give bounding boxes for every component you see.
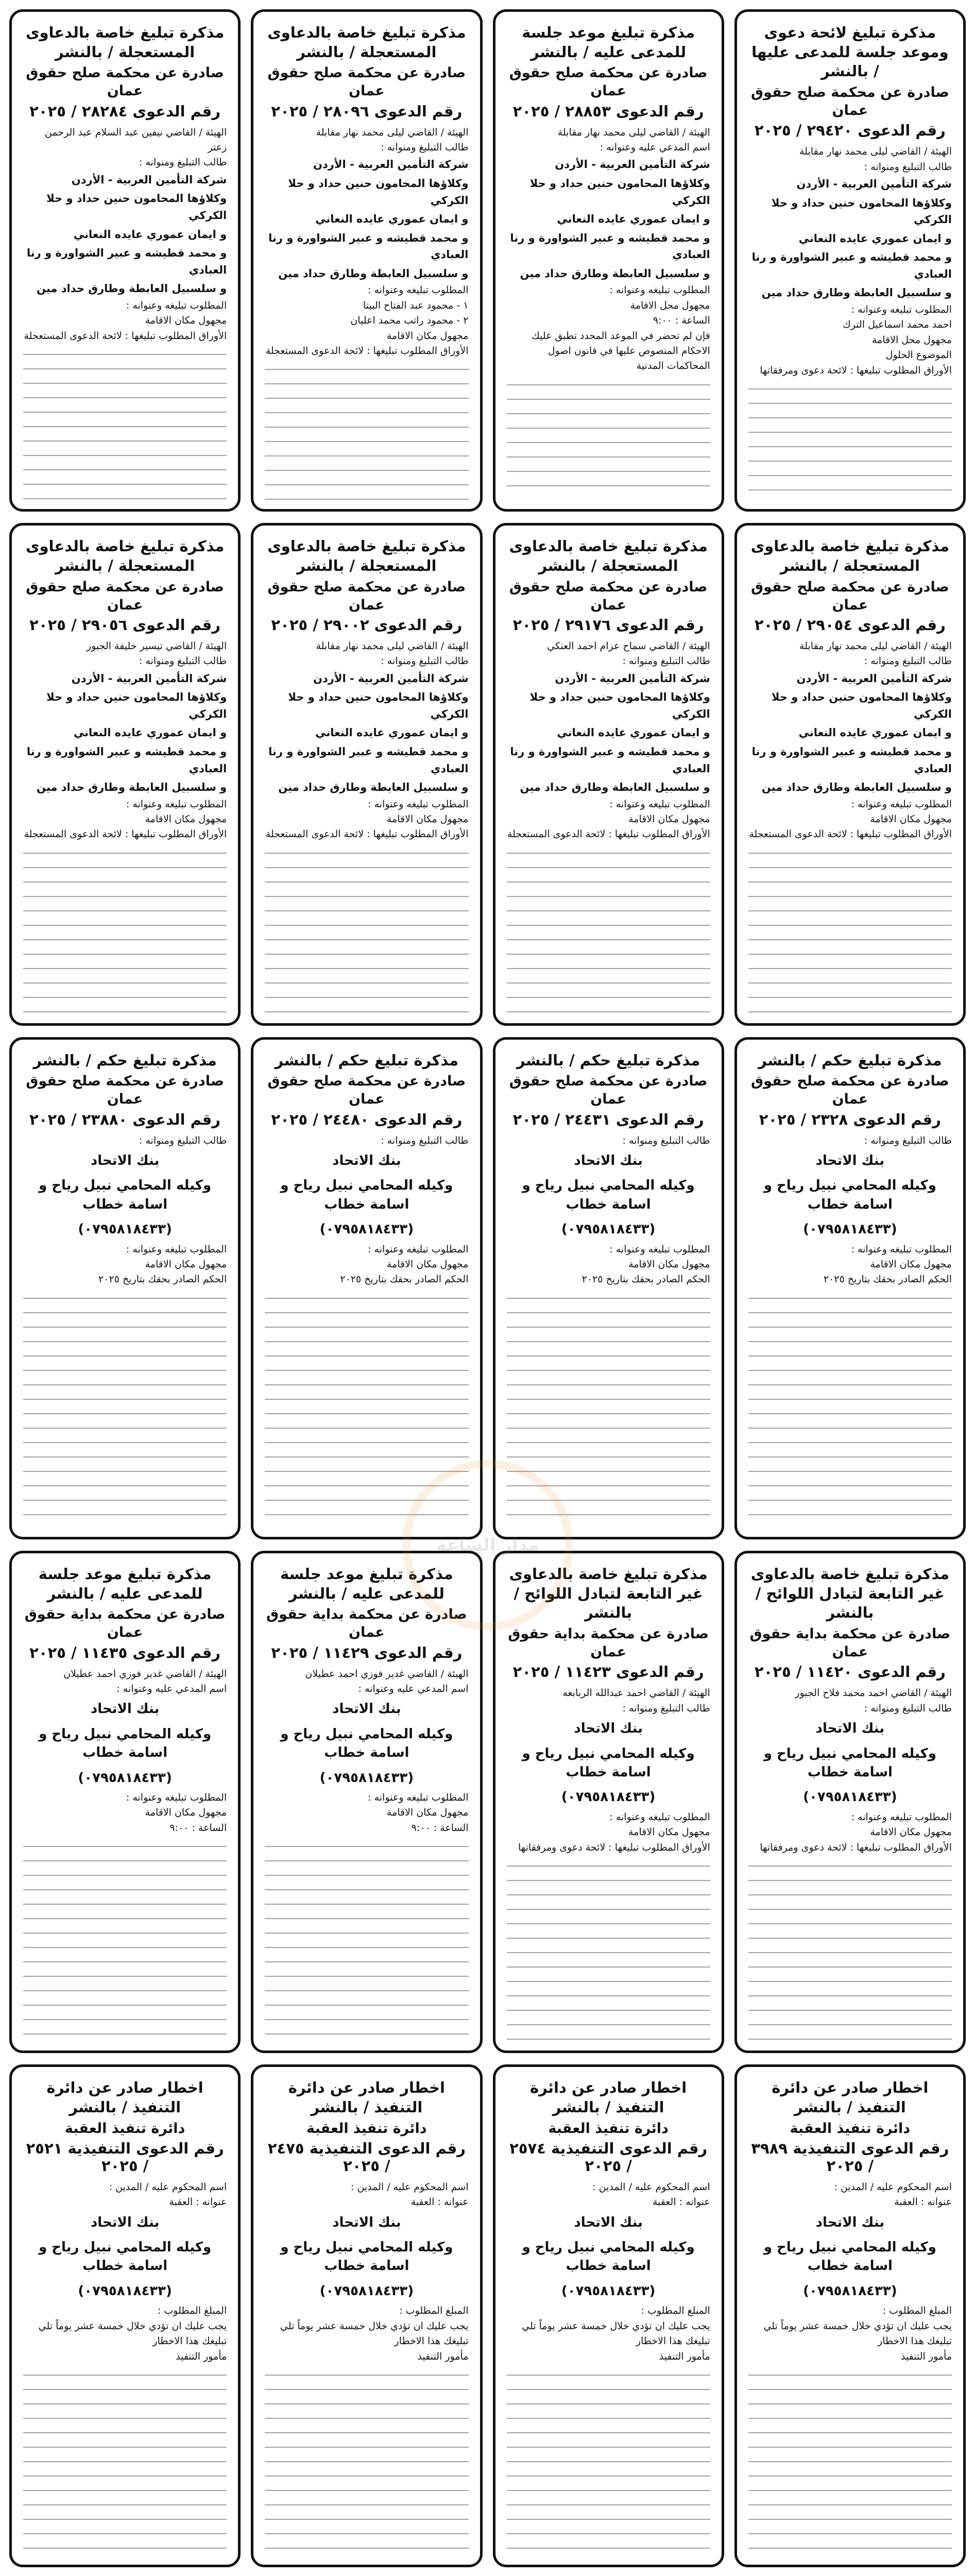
notice-party: وكيله المحامي نبيل رياح و اسامة خطاب bbox=[522, 1178, 695, 1212]
notice-party: بنك الاتحاد bbox=[815, 1721, 885, 1737]
notice-card bbox=[734, 523, 966, 1025]
notice-party: و ايمان عموري عايده النعاني bbox=[315, 213, 469, 226]
notice-line: طالب التبليغ ومنوانه : bbox=[622, 1702, 710, 1714]
notice-party: شركة التأمين العربية - الأردن bbox=[313, 158, 469, 171]
notice-case-number: رقم الدعوى ٢٩٠٥٦ / ٢٠٢٥ bbox=[29, 616, 221, 634]
notice-party: و سلسبيل العابطة وطارق حداد مين bbox=[36, 781, 227, 794]
notice-card bbox=[734, 9, 966, 512]
notice-party: و محمد قطيشه و عبير الشواورة و رنا العبادي bbox=[510, 745, 710, 775]
notice-party: بنك الاتحاد bbox=[574, 1721, 643, 1737]
notice-court: دائرة تنفيذ العقبة bbox=[790, 2120, 911, 2137]
notice-detail: مأمور التنفيذ bbox=[659, 2350, 710, 2362]
notice-case-number: رقم الدعوى ٢٨٨٥٣ / ٢٠٢٥ bbox=[512, 102, 704, 120]
notice-line: طالب التبليغ ومنوانه : bbox=[622, 1134, 710, 1146]
notice-party: شركة التأمين العربية - الأردن bbox=[71, 672, 227, 685]
notice-case-number: رقم الدعوى ٢٩١٧٦ / ٢٠٢٥ bbox=[512, 616, 704, 634]
notice-title: اخطار صادر عن دائرة التنفيذ / بالنشر bbox=[288, 2079, 445, 2116]
notice-detail: مجهول مكان الاقامة bbox=[628, 1258, 710, 1270]
notice-party: وكيله المحامي نبيل رياح و اسامة خطاب bbox=[522, 2240, 695, 2274]
notice-court: صادرة عن محكمة صلح حقوق عمان bbox=[267, 65, 466, 99]
notice-detail: الأوراق المطلوب تبليغها : لائحة الدعوى المستعجلة bbox=[265, 828, 469, 840]
notice-detail: مجهول مكان الاقامة bbox=[386, 1258, 469, 1270]
notice-party: و محمد قطيشه و عبير الشواورة و رنا العبادي bbox=[26, 745, 227, 775]
notice-detail: المطلوب تبليغه وعنوانه : bbox=[368, 284, 469, 296]
notice-case-number: رقم الدعوى ٢٩٠٠٢ / ٢٠٢٥ bbox=[271, 616, 463, 634]
notice-detail: الأوراق المطلوب تبليغها : لائحة الدعوى المستعجلة bbox=[24, 330, 227, 342]
notice-line: طالب التبليغ ومنوانه : bbox=[622, 655, 710, 667]
notice-detail: ١ - محمود عبد الفتاح البيتا bbox=[363, 299, 469, 311]
notice-party: بنك الاتحاد bbox=[90, 1153, 160, 1168]
notice-detail: مأمور التنفيذ bbox=[900, 2350, 952, 2362]
notice-detail: المطلوب تبليغه وعنوانه : bbox=[368, 1791, 469, 1803]
notice-title: مذكرة تبليغ حكم / بالنشر bbox=[516, 1051, 700, 1069]
notice-detail: مجهول مكان الاقامة bbox=[628, 1826, 710, 1838]
notice-title: مذكرة تبليغ حكم / بالنشر bbox=[33, 1051, 217, 1069]
notice-title: مذكرة تبليغ خاصة بالدعاوى غير التابعة لتبادل اللوائح / بالنشر bbox=[750, 1565, 950, 1622]
notice-detail: يجب عليك ان تؤدي خلال خمسة عشر يوماً تلي تبليغك هذا الاخطار bbox=[763, 2320, 952, 2347]
notice-detail: مجهول مكان الاقامة bbox=[870, 1826, 952, 1838]
notice-detail: مجهول مكان الاقامة bbox=[145, 1807, 227, 1819]
notice-title: اخطار صادر عن دائرة التنفيذ / بالنشر bbox=[772, 2079, 929, 2116]
notice-body-text bbox=[265, 2367, 468, 2555]
notice-party: وكيله المحامي نبيل رياح و اسامة خطاب bbox=[763, 2240, 936, 2274]
notice-party: و محمد قطيشه و عبير الشواورة و رنا العبادي bbox=[751, 745, 952, 775]
notice-party: وكيله المحامي نبيل رياح و اسامة خطاب bbox=[39, 1178, 212, 1212]
notice-detail: المبلغ المطلوب : bbox=[641, 2305, 710, 2317]
notice-line: الهيئة / القاضي تيسير خليفة الجبور bbox=[86, 640, 227, 652]
notice-detail: مأمور التنفيذ bbox=[417, 2350, 469, 2362]
notice-party: وكيله المحامي نبيل رياح و اسامة خطاب bbox=[763, 1745, 936, 1780]
notice-body-text bbox=[23, 1291, 227, 1528]
notice-case-number: رقم الدعوى ٢٤٤٨٠ / ٢٠٢٥ bbox=[271, 1110, 463, 1128]
notice-line: الهيئة / القاضي احمد محمد فلاح الجبور bbox=[795, 1687, 952, 1699]
notice-court: صادرة عن محكمة صلح حقوق عمان bbox=[509, 1073, 708, 1108]
notice-detail: المبلغ المطلوب : bbox=[399, 2305, 469, 2317]
notice-body-text bbox=[507, 845, 710, 1014]
notice-line: طالب التبليغ ومنوانه : bbox=[864, 1702, 952, 1714]
notice-card bbox=[9, 2064, 241, 2567]
notice-party: شركة التأمين العربية - الأردن bbox=[796, 672, 952, 685]
notice-line: الهيئة / القاضي ليلى محمد نهار مقابلة bbox=[799, 640, 952, 652]
notice-detail: الساعة : ٩:٠٠ bbox=[653, 315, 710, 327]
notice-case-number: رقم الدعوى ١١٤٢٣ / ٢٠٢٥ bbox=[512, 1663, 704, 1681]
notice-court: صادرة عن محكمة صلح حقوق عمان bbox=[509, 579, 708, 613]
notice-card bbox=[9, 1037, 241, 1539]
notice-body-text bbox=[507, 2367, 710, 2555]
notice-line: الهيئة / القاضي ليلى محمد نهار مقابلة bbox=[316, 640, 469, 652]
notice-party: و سلسبيل العابطة وطارق حداد مين bbox=[520, 267, 710, 280]
notice-detail: مجهول مكان الاقامة bbox=[870, 814, 952, 825]
notice-party: شركة التأمين العربية - الأردن bbox=[313, 672, 469, 685]
notice-line: الهيئة / القاضي ليلى محمد نهار مقابلة bbox=[316, 126, 469, 138]
watermark-text: مدار الساعة bbox=[436, 1535, 539, 1555]
notice-body-text bbox=[748, 2367, 952, 2555]
notice-detail: مجهول مكان الاقامة bbox=[145, 315, 227, 327]
notice-detail: المطلوب تبليغه وعنوانه : bbox=[368, 798, 469, 810]
notice-party: وكيله المحامي نبيل رياح و اسامة خطاب bbox=[522, 1745, 695, 1780]
notice-card bbox=[9, 523, 241, 1025]
notice-body-text bbox=[748, 845, 952, 1014]
notice-phone: (٠٧٩٥٨١٨٤٣٣) bbox=[803, 2283, 897, 2299]
notice-party: و محمد قطيشه و عبير الشواورة و رنا العبادي bbox=[26, 247, 227, 276]
notice-party: وكلاؤها المحامون حنين حداد و حلا الكركي bbox=[529, 177, 710, 207]
notice-case-number: رقم الدعوى ٢٩٠٥٤ / ٢٠٢٥ bbox=[754, 616, 946, 634]
notice-detail: المبلغ المطلوب : bbox=[157, 2305, 227, 2317]
notice-party: و ايمان عموري عايده النعاني bbox=[73, 726, 227, 739]
notice-title: مذكرة تبليغ حكم / بالنشر bbox=[758, 1051, 942, 1069]
notice-party: و سلسبيل العابطة وطارق حداد مين bbox=[278, 781, 469, 794]
notice-court: صادرة عن محكمة صلح حقوق عمان bbox=[750, 1073, 949, 1108]
notice-detail: مجهول مكان الاقامة bbox=[870, 1258, 952, 1270]
notice-detail: الموضوع الحلول bbox=[885, 349, 952, 361]
notice-case-number: رقم الدعوى التنفيذية ٢٥٧٤ / ٢٠٢٥ bbox=[509, 2139, 708, 2175]
notice-card bbox=[493, 523, 724, 1025]
notice-detail: المطلوب تبليغه وعنوانه : bbox=[609, 798, 710, 810]
notice-card bbox=[734, 1551, 966, 2053]
notice-court: صادرة عن محكمة بداية حقوق عمان bbox=[508, 1626, 709, 1660]
notice-body-text bbox=[507, 1291, 710, 1528]
notice-party: بنك الاتحاد bbox=[332, 2214, 401, 2230]
notice-line: طالب التبليغ ومنوانه : bbox=[139, 1134, 227, 1146]
notice-party: و محمد قطيشه و عبير الشواورة و رنا العبادي bbox=[751, 251, 952, 280]
notice-line: طالب التبليغ ومنوانه : bbox=[381, 655, 469, 667]
notice-party: و ايمان عموري عايده النعاني bbox=[798, 232, 952, 245]
notice-detail: يجب عليك ان تؤدي خلال خمسة عشر يوماً تلي تبليغك هذا الاخطار bbox=[280, 2320, 469, 2347]
notice-party: بنك الاتحاد bbox=[332, 1153, 401, 1168]
notice-case-number: رقم الدعوى ٢٤٤٣١ / ٢٠٢٥ bbox=[512, 1110, 704, 1128]
notice-title: مذكرة تبليغ خاصة بالدعاوى المستعجلة / بالنشر bbox=[25, 24, 225, 61]
notice-line: الهيئة / القاضي ليلى محمد نهار مقابلة bbox=[557, 126, 710, 138]
notice-case-number: رقم الدعوى ٢٨٢٨٤ / ٢٠٢٥ bbox=[29, 102, 221, 120]
notice-phone: (٠٧٩٥٨١٨٤٣٣) bbox=[561, 2283, 656, 2299]
notice-detail: مجهول مكان الاقامة bbox=[145, 1258, 227, 1270]
notice-party: و ايمان عموري عايده النعاني bbox=[315, 726, 469, 739]
notice-line: عنوانه : العقبة bbox=[410, 2196, 469, 2208]
notice-party: و ايمان عموري عايده النعاني bbox=[557, 213, 710, 226]
notice-body-text bbox=[23, 347, 227, 500]
notice-line: طالب التبليغ ومنوانه : bbox=[864, 161, 952, 173]
notice-detail: مأمور التنفيذ bbox=[176, 2350, 227, 2362]
notice-phone: (٠٧٩٥٨١٨٤٣٣) bbox=[319, 1770, 414, 1786]
notice-party: وكلاؤها المحامون حنين حداد و حلا الكركي bbox=[288, 177, 469, 207]
notice-court: صادرة عن محكمة صلح حقوق عمان bbox=[26, 65, 225, 99]
notice-court: صادرة عن محكمة صلح حقوق عمان bbox=[750, 579, 949, 613]
notice-party: و سلسبيل العابطة وطارق حداد مين bbox=[36, 282, 227, 295]
notice-card bbox=[251, 2064, 482, 2567]
notice-detail: المطلوب تبليغه وعنوانه : bbox=[126, 1791, 227, 1803]
notice-line: عنوانه : العقبة bbox=[169, 2196, 227, 2208]
notice-court: صادرة عن محكمة بداية حقوق عمان bbox=[266, 1606, 467, 1641]
notice-detail: الأوراق المطلوب تبليغها : لائحة دعوى ومرفقاتها bbox=[760, 364, 952, 376]
notice-detail: فإن لم تحضر في الموعد المحدد تطبق عليك الاحكام المنصوص عليها في قانون اصول المحاكمات المدنية bbox=[532, 330, 710, 372]
notice-detail: مجهول مكان الاقامة bbox=[386, 1807, 469, 1819]
notice-party: وكلاؤها المحامون حنين حداد و حلا الكركي bbox=[46, 192, 227, 222]
notice-detail: الحكم الصادر بحقك بتاريخ ٢٠٢٥ bbox=[98, 1274, 227, 1285]
notice-detail: مجهول محل الاقامة bbox=[871, 334, 952, 346]
notice-card bbox=[251, 9, 482, 512]
notice-line: الهيئة / القاضي ليلى محمد نهار مقابلة bbox=[799, 146, 952, 158]
notice-detail: المطلوب تبليغه وعنوانه : bbox=[609, 1243, 710, 1255]
notice-court: صادرة عن محكمة صلح حقوق عمان bbox=[26, 1073, 225, 1108]
notice-body-text bbox=[23, 845, 227, 1014]
notice-line: اسم المدعي عليه وعنوانه : bbox=[358, 1683, 469, 1694]
notice-detail: المطلوب تبليغه وعنوانه : bbox=[609, 284, 710, 296]
notice-line: اسم المحكوم عليه / المدين : bbox=[350, 2181, 469, 2193]
notice-body-text bbox=[265, 1291, 468, 1528]
notice-body-text bbox=[23, 1839, 227, 2041]
notice-detail: الأوراق المطلوب تبليغها : لائحة الدعوى المستعجلة bbox=[24, 828, 227, 840]
notice-detail: الساعة : ٩:٠٠ bbox=[411, 1822, 469, 1834]
notice-detail: الأوراق المطلوب تبليغها : لائحة دعوى ومرفقاتها bbox=[760, 1841, 952, 1853]
notice-detail: يجب عليك ان تؤدي خلال خمسة عشر يوماً تلي تبليغك هذا الاخطار bbox=[38, 2320, 227, 2347]
notice-party: وكلاؤها المحامون حنين حداد و حلا الكركي bbox=[46, 691, 227, 720]
notice-card bbox=[734, 1037, 966, 1539]
notice-party: وكلاؤها المحامون حنين حداد و حلا الكركي bbox=[288, 691, 469, 720]
notice-card bbox=[251, 523, 482, 1025]
notice-case-number: رقم الدعوى ٢٣٢٨ / ٢٠٢٥ bbox=[759, 1110, 941, 1128]
notice-detail: الأوراق المطلوب تبليغها : لائحة الدعوى المستعجلة bbox=[749, 828, 952, 840]
notice-case-number: رقم الدعوى ١١٤٢٩ / ٢٠٢٥ bbox=[271, 1643, 463, 1662]
notice-case-number: رقم الدعوى ١١٤٢٠ / ٢٠٢٥ bbox=[754, 1663, 946, 1681]
notice-party: وكيله المحامي نبيل رياح و اسامة خطاب bbox=[763, 1178, 936, 1212]
notice-line: اسم المحكوم عليه / المدين : bbox=[109, 2181, 227, 2193]
notice-party: وكلاؤها المحامون حنين حداد و حلا الكركي bbox=[771, 196, 952, 226]
notice-line: الهيئة / القاضي سماح عزام احمد العنكي bbox=[547, 640, 710, 652]
notice-phone: (٠٧٩٥٨١٨٤٣٣) bbox=[78, 1222, 172, 1238]
notice-detail: ٢ - محمود راتب محمد اعليان bbox=[350, 315, 469, 327]
notices-grid bbox=[9, 9, 966, 2576]
notice-body-text bbox=[507, 1858, 710, 2041]
notice-case-number: رقم الدعوى التنفيذية ٢٥٢١ / ٢٠٢٥ bbox=[26, 2139, 224, 2175]
notice-detail: المطلوب تبليغه وعنوانه : bbox=[126, 798, 227, 810]
notice-party: بنك الاتحاد bbox=[815, 1153, 885, 1168]
notice-title: مذكرة تبليغ خاصة بالدعاوى غير التابعة لتبادل اللوائح / بالنشر bbox=[509, 1565, 708, 1622]
notice-party: و سلسبيل العابطة وطارق حداد مين bbox=[761, 781, 952, 794]
notice-party: و محمد قطيشه و عبير الشواورة و رنا العبادي bbox=[268, 745, 469, 775]
notice-detail: المطلوب تبليغه وعنوانه : bbox=[851, 303, 952, 315]
notice-line: طالب التبليغ ومنوانه : bbox=[864, 655, 952, 667]
notice-detail: الحكم الصادر بحقك بتاريخ ٢٠٢٥ bbox=[581, 1274, 710, 1285]
notice-court: صادرة عن محكمة بداية حقوق عمان bbox=[24, 1606, 226, 1641]
notice-line: عنوانه : العقبة bbox=[652, 2196, 710, 2208]
notice-body-text bbox=[507, 377, 710, 500]
notice-detail: الأوراق المطلوب تبليغها : لائحة الدعوى المستعجلة bbox=[265, 345, 469, 357]
notice-party: شركة التأمين العربية - الأردن bbox=[796, 178, 952, 191]
notice-court: دائرة تنفيذ العقبة bbox=[548, 2120, 669, 2137]
notice-detail: المبلغ المطلوب : bbox=[882, 2305, 952, 2317]
notice-detail: الساعة : ٩:٠٠ bbox=[169, 1822, 227, 1834]
notice-case-number: رقم الدعوى التنفيذية ٢٤٧٥ / ٢٠٢٥ bbox=[267, 2139, 466, 2175]
notice-case-number: رقم الدعوى ٢٨٠٩٦ / ٢٠٢٥ bbox=[271, 102, 463, 120]
notice-body-text bbox=[265, 362, 468, 500]
notice-phone: (٠٧٩٥٨١٨٤٣٣) bbox=[78, 2283, 172, 2299]
notice-line: الهيئة / القاضي غدير فوزي احمد عطيلان bbox=[63, 1668, 227, 1680]
notice-party: وكلاؤها المحامون حنين حداد و حلا الكركي bbox=[771, 691, 952, 720]
notice-party: شركة التأمين العربية - الأردن bbox=[71, 173, 227, 186]
notice-party: وكيله المحامي نبيل رياح و اسامة خطاب bbox=[280, 2240, 453, 2274]
notice-detail: الأوراق المطلوب تبليغها : لائحة دعوى ومرفقاتها bbox=[518, 1841, 710, 1853]
notice-party: وكيله المحامي نبيل رياح و اسامة خطاب bbox=[280, 1726, 453, 1761]
notice-party: و ايمان عموري عايده النعاني bbox=[798, 726, 952, 739]
notice-party: وكيله المحامي نبيل رياح و اسامة خطاب bbox=[39, 1726, 212, 1761]
notice-title: اخطار صادر عن دائرة التنفيذ / بالنشر bbox=[46, 2079, 203, 2116]
notice-line: طالب التبليغ ومنوانه : bbox=[139, 157, 227, 168]
notice-line: طالب التبليغ ومنوانه : bbox=[864, 1134, 952, 1146]
notice-party: وكلاؤها المحامون حنين حداد و حلا الكركي bbox=[529, 691, 710, 720]
notice-detail: المطلوب تبليغه وعنوانه : bbox=[851, 798, 952, 810]
notice-card bbox=[734, 2064, 966, 2567]
notice-phone: (٠٧٩٥٨١٨٤٣٣) bbox=[561, 1222, 656, 1238]
notice-line: الهيئة / القاضي احمد عبدالله الربابعه bbox=[562, 1687, 710, 1699]
notice-detail: يجب عليك ان تؤدي خلال خمسة عشر يوماً تلي تبليغك هذا الاخطار bbox=[522, 2320, 710, 2347]
notice-court: صادرة عن محكمة صلح حقوق عمان bbox=[509, 65, 708, 99]
notice-phone: (٠٧٩٥٨١٨٤٣٣) bbox=[803, 1222, 897, 1238]
notice-body-text bbox=[265, 845, 468, 1014]
notice-court: صادرة عن محكمة صلح حقوق عمان bbox=[267, 1073, 466, 1108]
notice-line: الهيئة / القاضي غدير فوزي احمد عطيلان bbox=[305, 1668, 469, 1680]
notice-party: وكيله المحامي نبيل رياح و اسامة خطاب bbox=[280, 1178, 453, 1212]
notice-card bbox=[251, 1037, 482, 1539]
notice-line: اسم المدعي عليه وعنوانه : bbox=[600, 142, 710, 153]
notice-party: و سلسبيل العابطة وطارق حداد مين bbox=[520, 781, 710, 794]
notice-title: مذكرة تبليغ موعد جلسة للمدعى عليه / بالنشر bbox=[522, 24, 695, 61]
notice-party: و محمد قطيشه و عبير الشواورة و رنا العبادي bbox=[268, 231, 469, 261]
notice-case-number: رقم الدعوى ١١٤٣٥ / ٢٠٢٥ bbox=[29, 1643, 221, 1662]
notice-court: صادرة عن محكمة بداية حقوق عمان bbox=[749, 1626, 951, 1660]
notice-body-text bbox=[23, 2367, 227, 2555]
notice-title: مذكرة تبليغ خاصة بالدعاوى المستعجلة / بالنشر bbox=[267, 24, 466, 61]
notice-phone: (٠٧٩٥٨١٨٤٣٣) bbox=[803, 1789, 897, 1805]
notice-detail: مجهول مكان الاقامة bbox=[386, 814, 469, 825]
notice-court: صادرة عن محكمة صلح حقوق عمان bbox=[267, 579, 466, 613]
notice-detail: احمد محمد اسماعيل الترك bbox=[843, 319, 952, 331]
notice-line: طالب التبليغ ومنوانه : bbox=[381, 142, 469, 153]
notice-case-number: رقم الدعوى ٢٣٨٨٠ / ٢٠٢٥ bbox=[29, 1110, 221, 1128]
notice-line: اسم المحكوم عليه / المدين : bbox=[834, 2181, 952, 2193]
notice-body-text bbox=[748, 381, 952, 500]
notice-party: و ايمان عموري عايده النعاني bbox=[557, 726, 710, 739]
notice-party: بنك الاتحاد bbox=[90, 2214, 160, 2230]
notice-party: و ايمان عموري عايده النعاني bbox=[73, 228, 227, 241]
notice-party: و سلسبيل العابطة وطارق حداد مين bbox=[278, 267, 469, 280]
notice-line: عنوانه : العقبة bbox=[894, 2196, 952, 2208]
notice-court: صادرة عن محكمة صلح حقوق عمان bbox=[26, 579, 225, 613]
notice-detail: المطلوب تبليغه وعنوانه : bbox=[851, 1811, 952, 1823]
notice-title: مذكرة تبليغ حكم / بالنشر bbox=[275, 1051, 459, 1069]
notice-detail: الحكم الصادر بحقك بتاريخ ٢٠٢٥ bbox=[340, 1274, 469, 1285]
notice-body-text bbox=[748, 1858, 952, 2041]
notice-party: بنك الاتحاد bbox=[574, 1153, 643, 1168]
notice-detail: المطلوب تبليغه وعنوانه : bbox=[368, 1243, 469, 1255]
notice-party: بنك الاتحاد bbox=[332, 1701, 401, 1717]
notice-line: طالب التبليغ ومنوانه : bbox=[139, 655, 227, 667]
notice-body-text bbox=[265, 1839, 468, 2041]
notice-detail: مجهول مكان الاقامة bbox=[628, 814, 710, 825]
notice-card bbox=[493, 1037, 724, 1539]
notice-court: صادرة عن محكمة صلح حقوق عمان bbox=[750, 84, 949, 119]
notice-card bbox=[9, 1551, 241, 2053]
notice-card bbox=[9, 9, 241, 512]
notice-detail: الحكم الصادر بحقك بتاريخ ٢٠٢٥ bbox=[823, 1274, 952, 1285]
notice-party: و محمد قطيشه و عبير الشواورة و رنا العبادي bbox=[510, 231, 710, 261]
notice-party: شركة التأمين العربية - الأردن bbox=[555, 158, 710, 171]
notice-detail: مجهول مكان الاقامة bbox=[145, 814, 227, 825]
notice-line: اسم المحكوم عليه / المدين : bbox=[592, 2181, 710, 2193]
notice-detail: المطلوب تبليغه وعنوانه : bbox=[126, 299, 227, 311]
notice-line: اسم المدعي عليه وعنوانه : bbox=[116, 1683, 227, 1694]
notice-case-number: رقم الدعوى ٢٩٤٢٠ / ٢٠٢٥ bbox=[754, 122, 946, 140]
notice-party: و سلسبيل العابطة وطارق حداد مين bbox=[761, 286, 952, 299]
notice-phone: (٠٧٩٥٨١٨٤٣٣) bbox=[561, 1789, 656, 1805]
notice-detail: المطلوب تبليغه وعنوانه : bbox=[851, 1243, 952, 1255]
notice-party: شركة التأمين العربية - الأردن bbox=[555, 672, 710, 685]
notice-title: مذكرة تبليغ موعد جلسة للمدعى عليه / بالنشر bbox=[38, 1565, 212, 1602]
notice-title: مذكرة تبليغ خاصة بالدعاوى المستعجلة / بالنشر bbox=[509, 537, 708, 575]
notice-title: مذكرة تبليغ خاصة بالدعاوى المستعجلة / بالنشر bbox=[25, 537, 225, 575]
notice-line: الهيئة / القاضي نيفين عبد السلام عبد الرحمن زعتر bbox=[44, 126, 227, 153]
notice-title: مذكرة تبليغ خاصة بالدعاوى المستعجلة / بالنشر bbox=[267, 537, 466, 575]
notice-card bbox=[251, 1551, 482, 2053]
notice-card bbox=[493, 1551, 724, 2053]
notice-detail: مجهول محل الاقامة bbox=[630, 299, 710, 311]
notice-party: بنك الاتحاد bbox=[574, 2214, 643, 2230]
notice-phone: (٠٧٩٥٨١٨٤٣٣) bbox=[319, 1222, 414, 1238]
notice-detail: المطلوب تبليغه وعنوانه : bbox=[126, 1243, 227, 1255]
notice-body-text bbox=[748, 1291, 952, 1528]
notice-title: مذكرة تبليغ خاصة بالدعاوى المستعجلة / بالنشر bbox=[750, 537, 950, 575]
notice-title: مذكرة تبليغ لائحة دعوى وموعد جلسة للمدعى عليها / بالنشر bbox=[751, 24, 949, 80]
notice-party: بنك الاتحاد bbox=[815, 2214, 885, 2230]
notice-card bbox=[493, 2064, 724, 2567]
notice-phone: (٠٧٩٥٨١٨٤٣٣) bbox=[78, 1770, 172, 1786]
notice-detail: مجهول مكان الاقامة bbox=[386, 330, 469, 342]
notice-case-number: رقم الدعوى التنفيذية ٣٩٨٩ / ٢٠٢٥ bbox=[751, 2139, 949, 2175]
notice-court: دائرة تنفيذ العقبة bbox=[64, 2120, 185, 2137]
notice-card bbox=[493, 9, 724, 512]
notice-party: وكيله المحامي نبيل رياح و اسامة خطاب bbox=[39, 2240, 212, 2274]
notice-phone: (٠٧٩٥٨١٨٤٣٣) bbox=[319, 2283, 414, 2299]
notice-line: طالب التبليغ ومنوانه : bbox=[381, 1134, 469, 1146]
notice-title: مذكرة تبليغ موعد جلسة للمدعى عليه / بالنشر bbox=[280, 1565, 453, 1602]
notice-title: اخطار صادر عن دائرة التنفيذ / بالنشر bbox=[530, 2079, 687, 2116]
notice-court: دائرة تنفيذ العقبة bbox=[306, 2120, 427, 2137]
notice-detail: المطلوب تبليغه وعنوانه : bbox=[609, 1811, 710, 1823]
notice-party: بنك الاتحاد bbox=[90, 1701, 160, 1717]
notice-detail: الأوراق المطلوب تبليغها : لائحة الدعوى المستعجلة bbox=[507, 828, 710, 840]
